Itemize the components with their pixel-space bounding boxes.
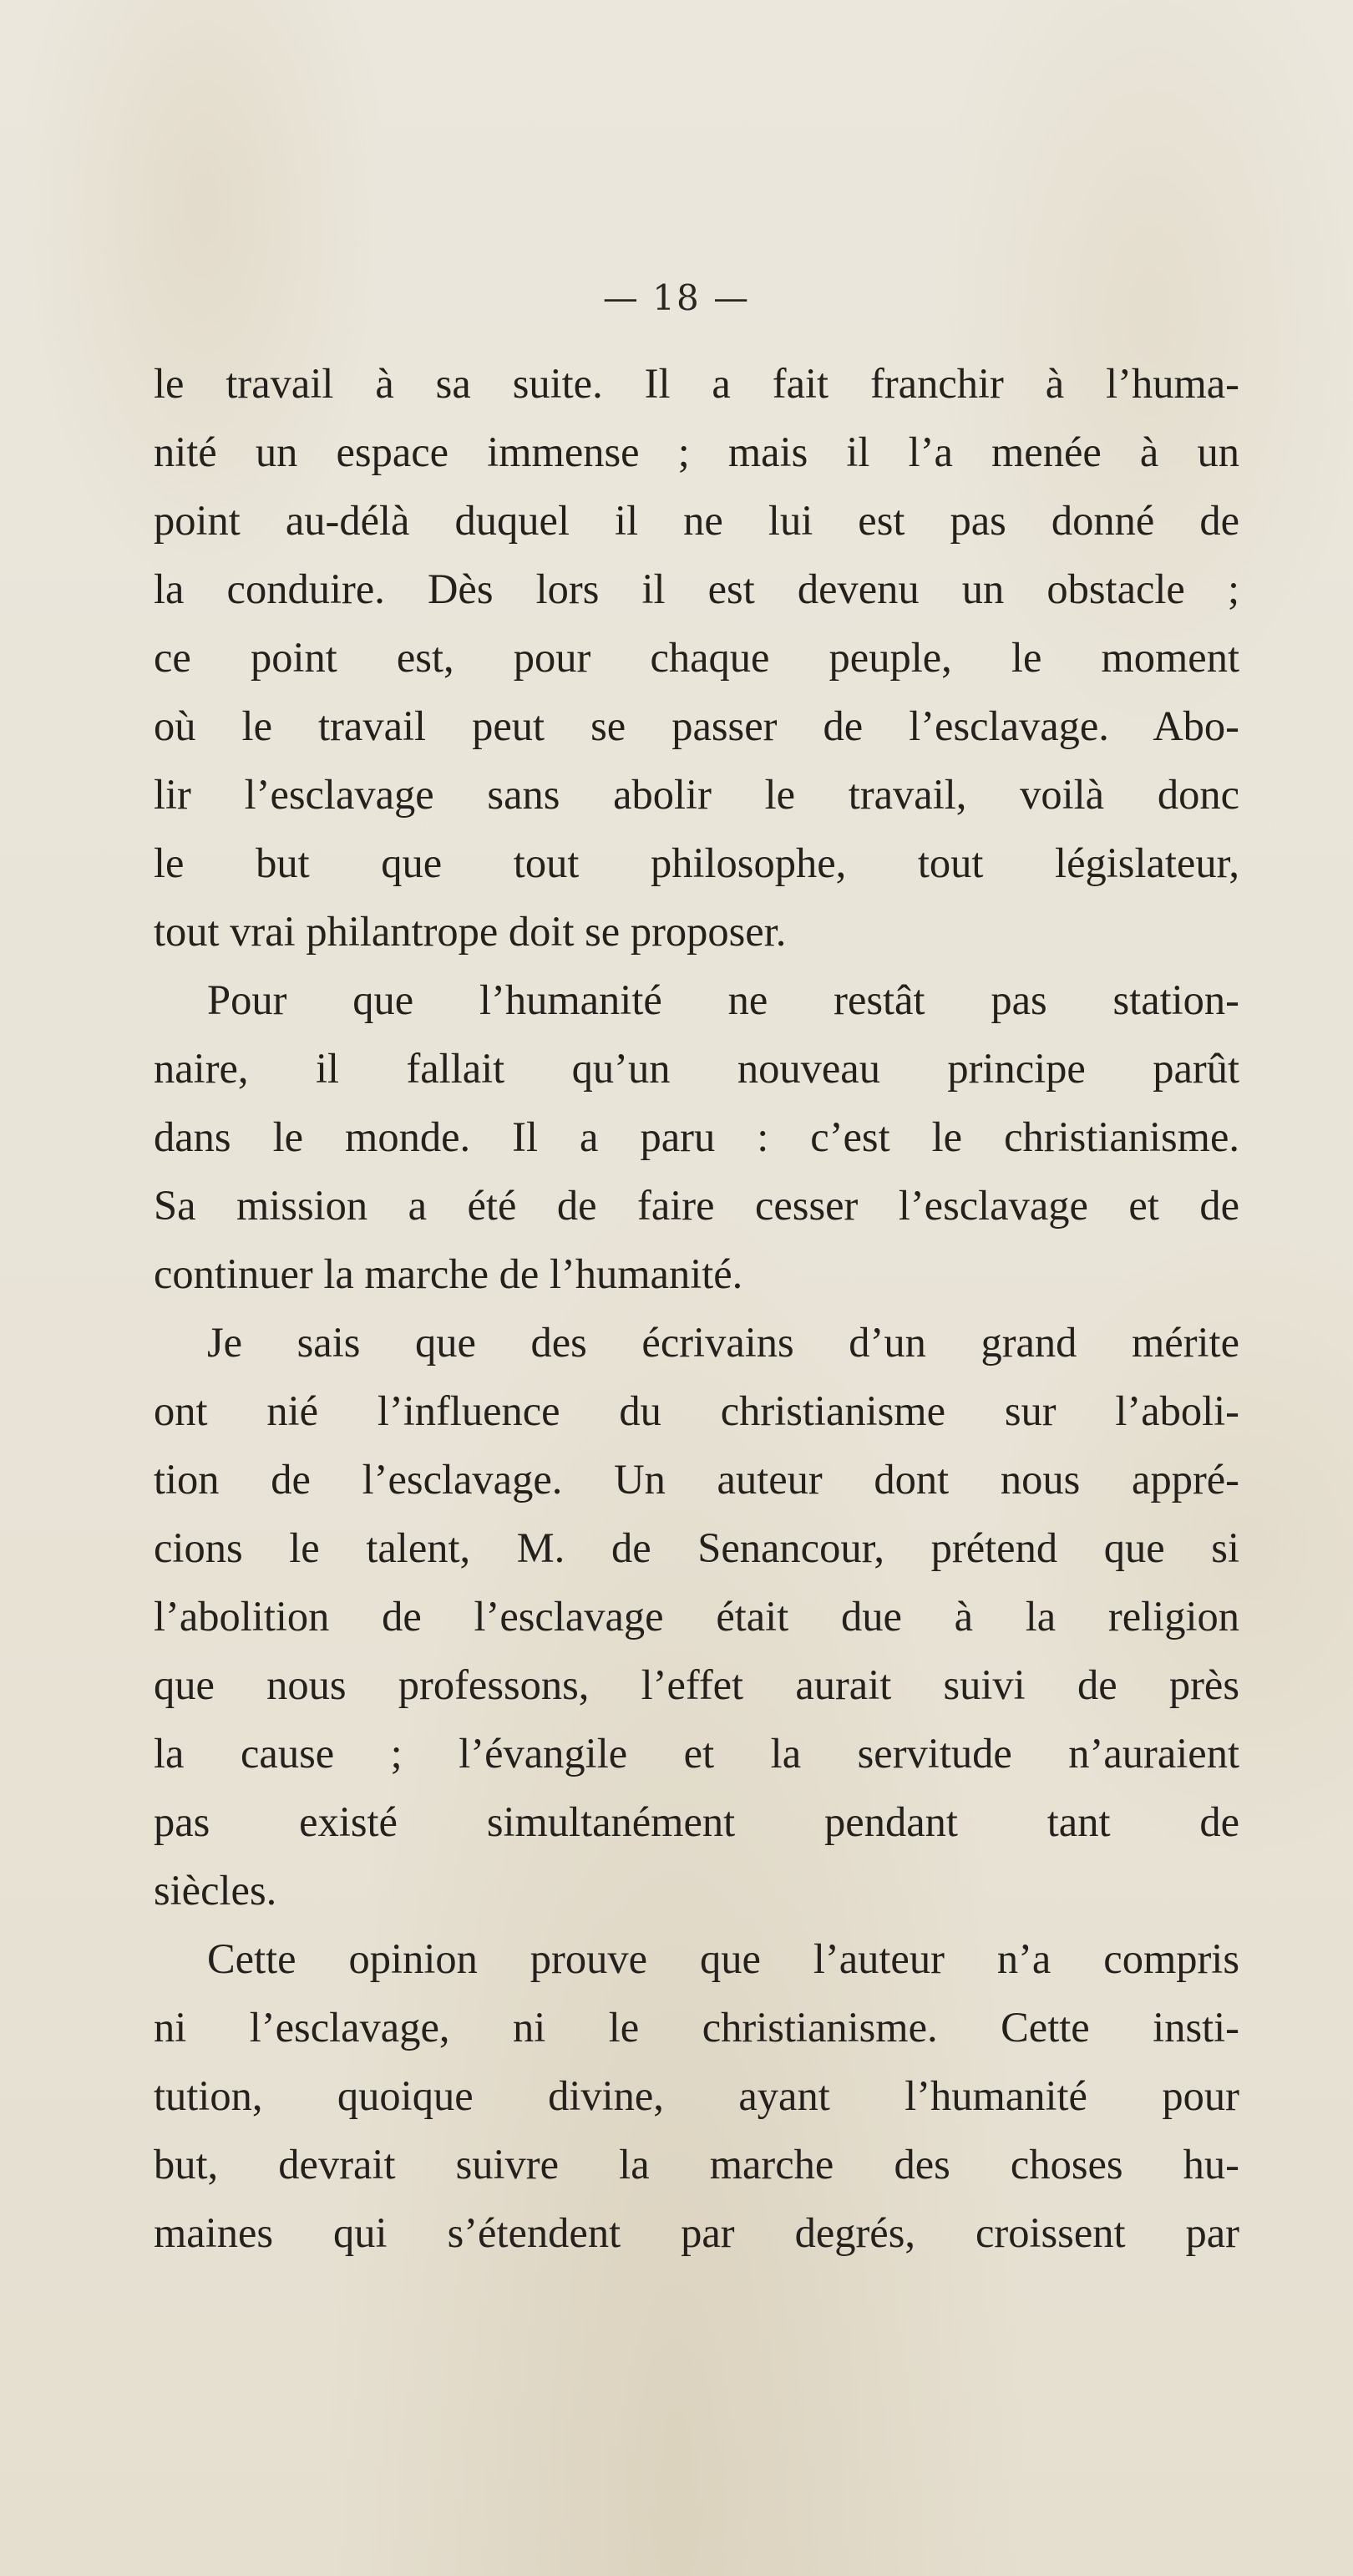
page-body-text xyxy=(154,349,1239,2267)
text-line: nité un espace immense ; mais il l’a menée à un xyxy=(154,428,1239,475)
paragraph-1 xyxy=(154,349,1239,966)
text-line: dans le monde. Il a paru : c’est le christianisme. xyxy=(154,1113,1239,1160)
text-line: ont nié l’influence du christianisme sur l’aboli- xyxy=(154,1387,1239,1434)
text-line: où le travail peut se passer de l’esclavage. Abo- xyxy=(154,702,1239,749)
text-line: pas existé simultanément pendant tant de xyxy=(154,1798,1239,1845)
text-line: la conduire. Dès lors il est devenu un obstacle ; xyxy=(154,565,1239,612)
text-line: Sa mission a été de faire cesser l’esclavage et de xyxy=(154,1182,1239,1229)
text-line: tion de l’esclavage. Un auteur dont nous appré- xyxy=(154,1456,1239,1503)
text-line: ni l’esclavage, ni le christianisme. Cette insti- xyxy=(154,2004,1239,2051)
text-line: le but que tout philosophe, tout législateur, xyxy=(154,839,1239,886)
text-line: tout vrai philantrope doit se proposer. xyxy=(154,908,787,955)
paragraph-2 xyxy=(154,966,1239,1308)
paragraph-4 xyxy=(154,1924,1239,2267)
text-line: que nous professons, l’effet aurait suivi de près xyxy=(154,1661,1239,1708)
paragraph-3 xyxy=(154,1308,1239,1924)
text-line: Je sais que des écrivains d’un grand mérite xyxy=(207,1319,1239,1366)
text-line: but, devrait suivre la marche des choses hu- xyxy=(154,2141,1239,2188)
text-line: lir l’esclavage sans abolir le travail, voilà donc xyxy=(154,771,1239,818)
text-line: la cause ; l’évangile et la servitude n’auraient xyxy=(154,1730,1239,1777)
text-line: cions le talent, M. de Senancour, prétend que si xyxy=(154,1524,1239,1571)
text-line: tution, quoique divine, ayant l’humanité pour xyxy=(154,2072,1239,2119)
page-number-header: — 18 — xyxy=(602,277,751,318)
text-line: ce point est, pour chaque peuple, le moment xyxy=(154,634,1239,681)
text-line: continuer la marche de l’humanité. xyxy=(154,1250,743,1297)
text-line: siècles. xyxy=(154,1867,277,1914)
text-line: Cette opinion prouve que l’auteur n’a compris xyxy=(207,1935,1239,1982)
text-line: naire, il fallait qu’un nouveau principe parût xyxy=(154,1045,1239,1092)
text-line: l’abolition de l’esclavage était due à la religion xyxy=(154,1593,1239,1640)
text-line: Pour que l’humanité ne restât pas station- xyxy=(207,976,1239,1023)
text-line: le travail à sa suite. Il a fait franchir à l’huma- xyxy=(154,360,1239,407)
text-line: point au-délà duquel il ne lui est pas donné de xyxy=(154,497,1239,544)
text-line: maines qui s’étendent par degrés, croissent par xyxy=(154,2209,1239,2256)
